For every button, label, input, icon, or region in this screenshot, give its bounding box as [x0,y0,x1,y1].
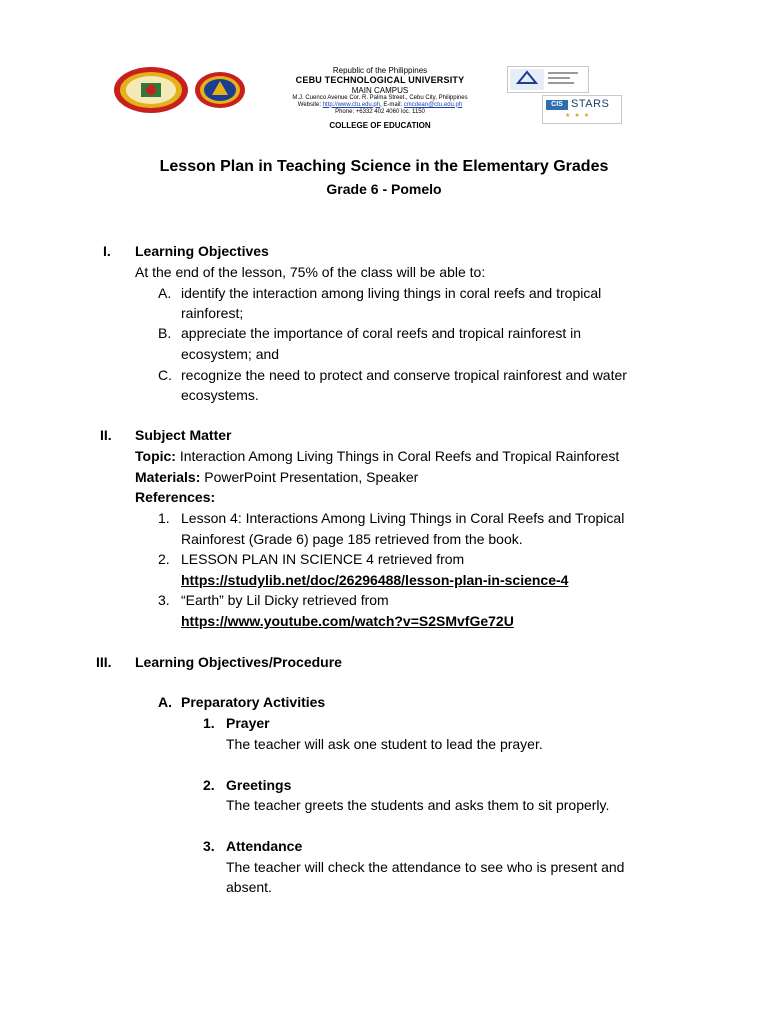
objective-b-letter: B. [158,325,172,341]
objective-a-text-cont: rainforest; [181,305,244,321]
materials-value: PowerPoint Presentation, Speaker [200,469,419,485]
objective-a-letter: A. [158,285,172,301]
objective-b-text: appreciate the importance of coral reefs and tropical rainforest in [181,325,581,341]
step-3-number: 3. [203,838,215,854]
step-3-text-cont: absent. [226,879,272,895]
objective-c-letter: C. [158,367,172,383]
section-2-numeral: II. [100,427,112,443]
university-name: CEBU TECHNOLOGICAL UNIVERSITY [295,75,465,86]
email-link[interactable]: cmcdean@ctu.edu.ph [403,101,463,108]
iso-certification-badge [507,66,589,93]
materials-label: Materials: [135,469,201,485]
step-1-title: Prayer [226,715,270,731]
subsection-a-heading: Preparatory Activities [181,694,326,710]
section-2-heading: Subject Matter [135,427,232,443]
step-2-number: 2. [203,777,215,793]
stars-label: STARS [571,98,610,110]
section-1-intro: At the end of the lesson, 75% of the class will be able to: [135,264,486,280]
reference-1-text-cont: Rainforest (Grade 6) page 185 retrieved from the book. [181,531,523,547]
step-3-text: The teacher will check the attendance to see who is present and [226,859,625,875]
cis-badge: CIS [546,100,568,110]
subsection-a-letter: A. [158,694,172,710]
section-1-numeral: I. [103,243,111,259]
reference-3-number: 3. [158,592,170,608]
objective-b-text-cont: ecosystem; and [181,346,280,362]
reference-3-text: “Earth” by Lil Dicky retrieved from [181,592,389,608]
republic-line: Republic of the Philippines [332,66,428,75]
reference-2-number: 2. [158,551,170,567]
topic-label: Topic: [135,448,176,464]
university-seal-logo [113,66,189,114]
address-line: M.J. Cuenco Avenue Cor. R. Palma Street., Cebu City, Philippines [292,94,468,101]
star-rating-icon: ★★★ [565,113,594,119]
topic-line [135,446,619,466]
phone-line: Phone: +6332 402 4060 loc. 1150 [335,108,425,115]
step-1-text: The teacher will ask one student to lead the prayer. [226,736,543,752]
letterhead [0,0,768,140]
document-title: Lesson Plan in Teaching Science in the Elementary Grades [159,158,609,175]
document-subtitle: Grade 6 - Pomelo [326,181,442,197]
reference-1-text: Lesson 4: Interactions Among Living Things in Coral Reefs and Tropical [181,510,625,526]
reference-2-link[interactable]: https://studylib.net/doc/26296488/lesson-plan-in-science-4 [181,572,569,588]
reference-1-number: 1. [158,510,170,526]
contact-line: Website: http://www.ctu.edu.ph, E-mail: cmcdean@ctu.edu.ph [297,101,463,108]
objective-c-text-cont: ecosystems. [181,387,259,403]
step-3-title: Attendance [226,838,303,854]
step-2-text: The teacher greets the students and asks them to sit properly. [226,797,610,813]
asean-logo [194,71,246,109]
college-name: COLLEGE OF EDUCATION [329,121,431,131]
section-3-numeral: III. [96,654,112,670]
objective-a-text: identify the interaction among living things in coral reefs and tropical [181,285,602,301]
topic-value: Interaction Among Living Things in Coral Reefs and Tropical Rainforest [175,448,620,464]
email-label: E-mail: [383,101,403,108]
step-2-title: Greetings [226,777,292,793]
website-label: Website: [297,101,322,108]
stars-rating-badge [542,95,622,124]
campus-name: MAIN CAMPUS [351,85,409,95]
section-1-heading: Learning Objectives [135,243,269,259]
section-3-heading: Learning Objectives/Procedure [135,654,342,670]
reference-2-text: LESSON PLAN IN SCIENCE 4 retrieved from [181,551,465,567]
website-link[interactable]: http://www.ctu.edu.ph [322,101,381,108]
references-label: References: [135,489,216,505]
objective-c-text: recognize the need to protect and conserve tropical rainforest and water [181,367,627,383]
reference-3-link[interactable]: https://www.youtube.com/watch?v=S2SMvfGe72U [181,613,514,629]
letterhead-text [258,66,502,131]
step-1-number: 1. [203,715,215,731]
iso-badge-icon [508,67,588,92]
materials-line [135,467,418,487]
